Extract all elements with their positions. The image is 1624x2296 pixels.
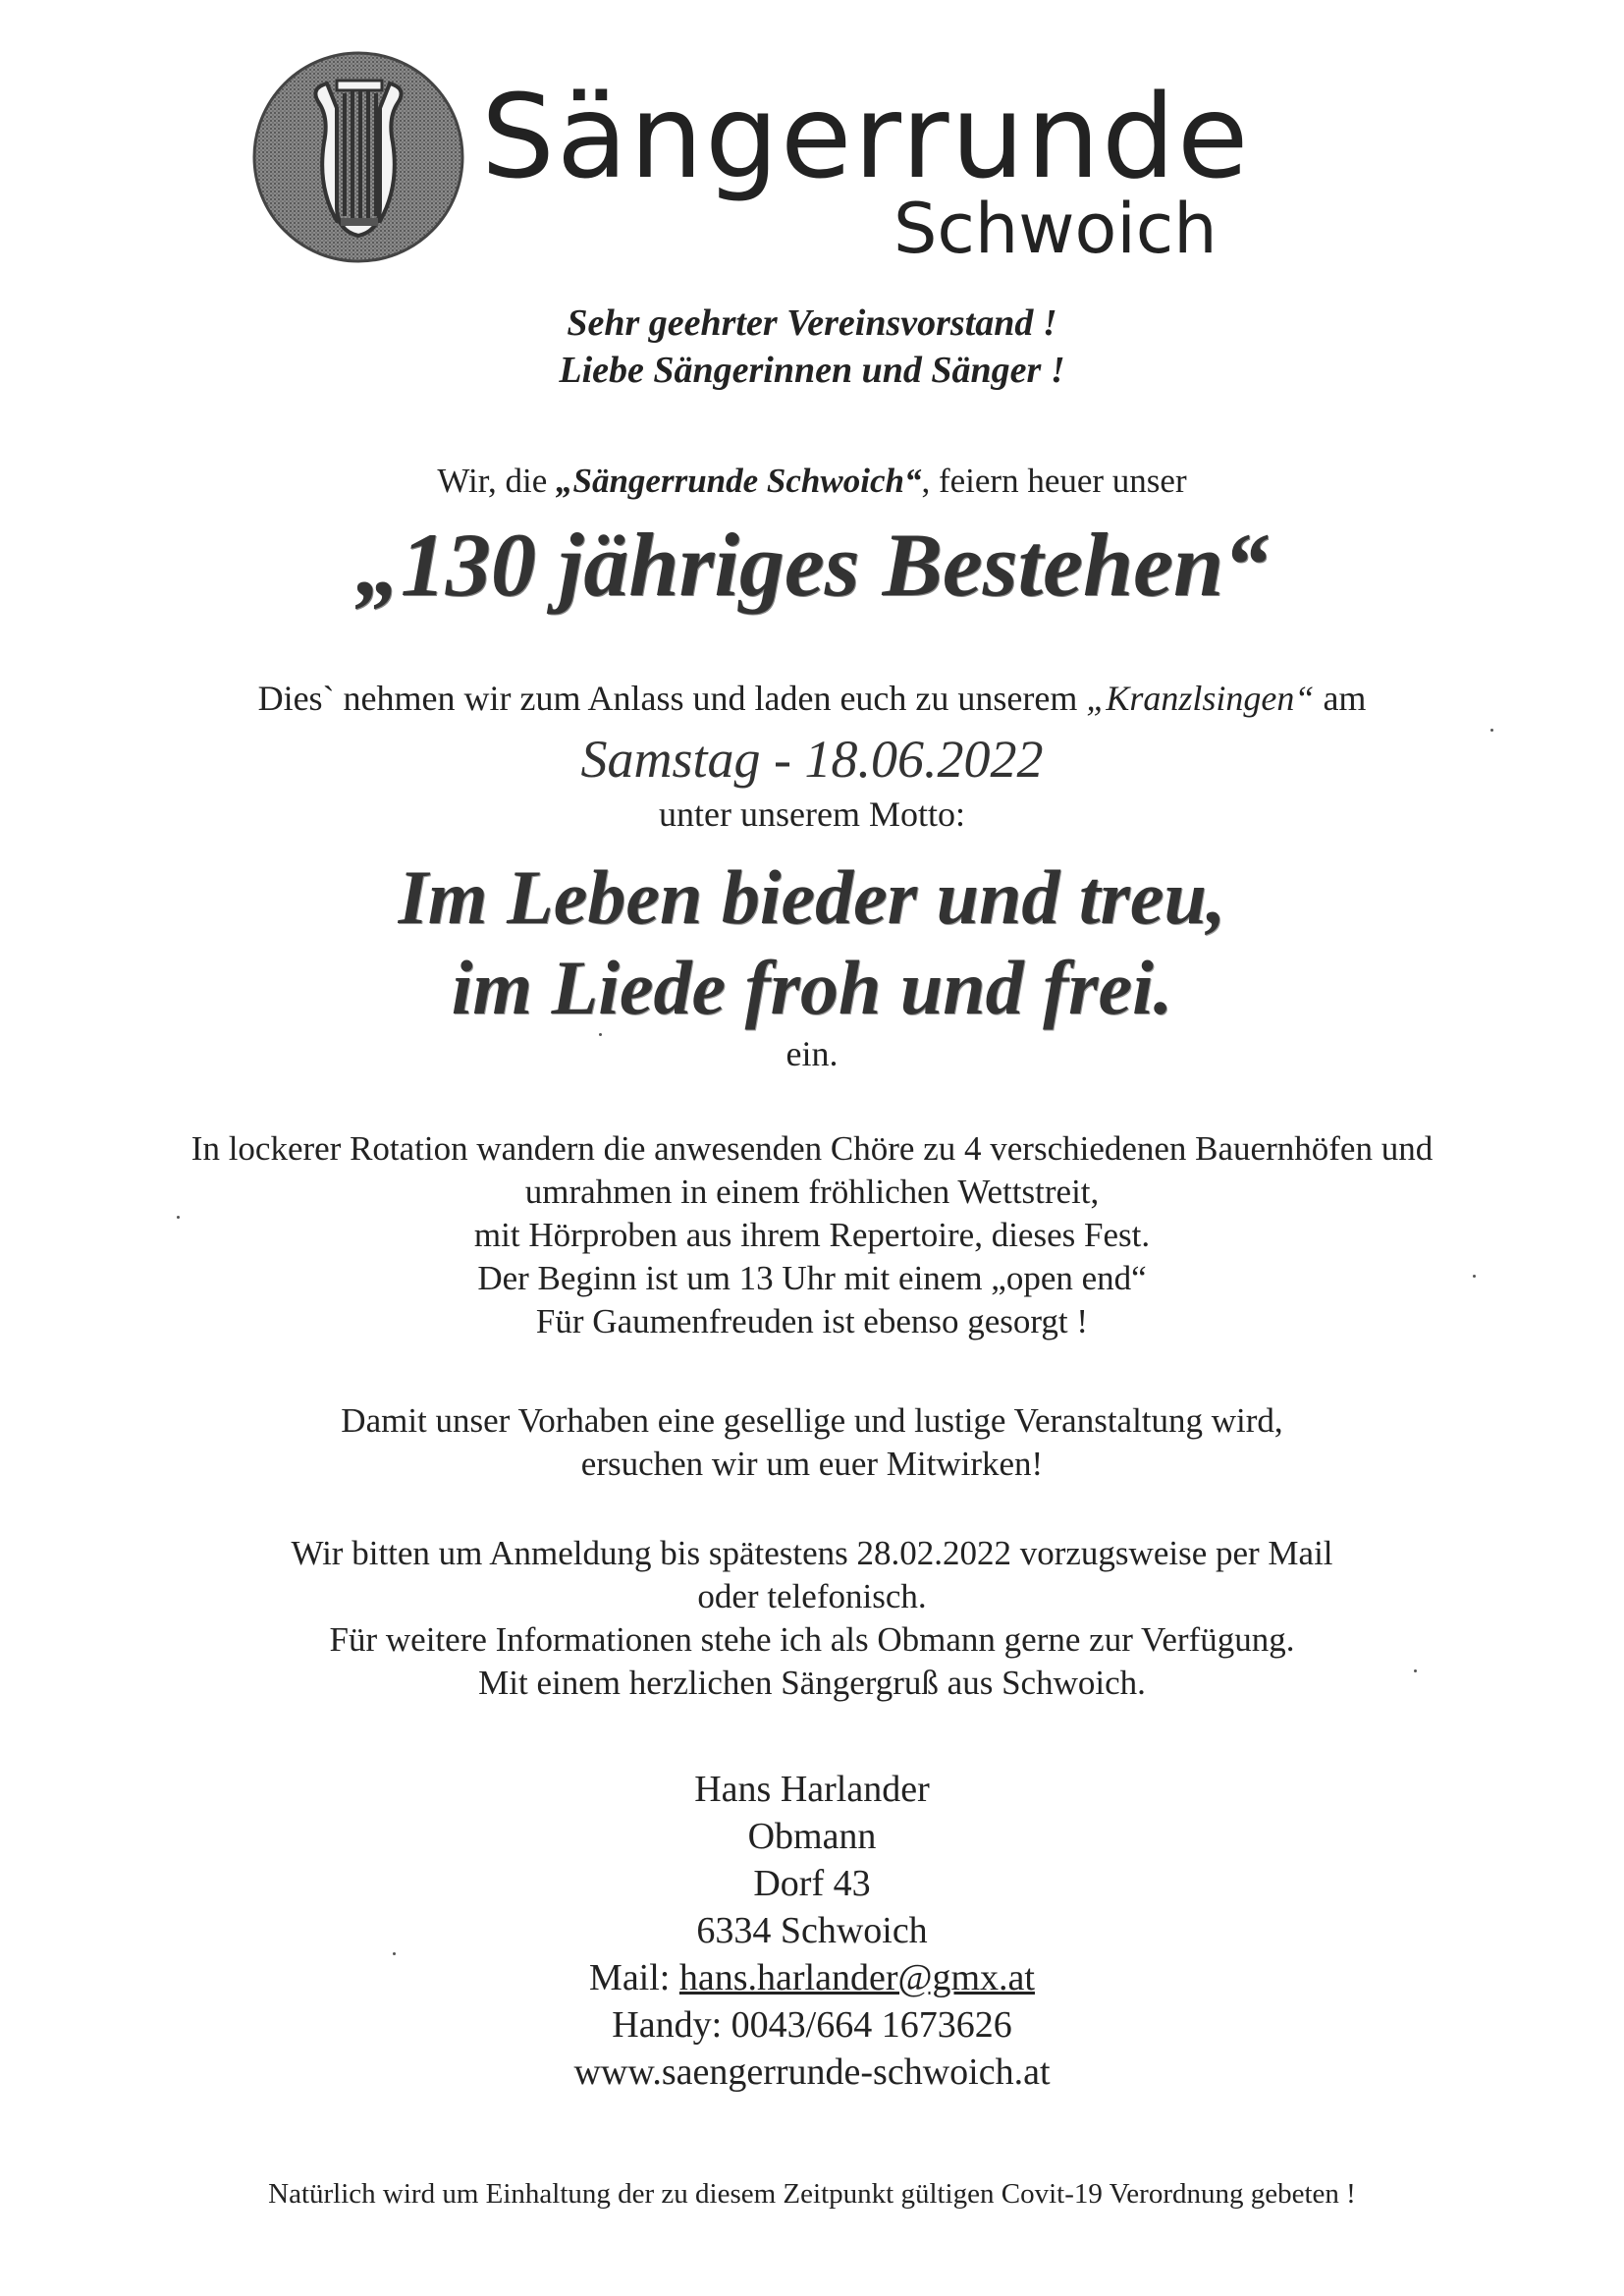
scan-speck <box>1490 729 1493 732</box>
greeting-line-2: Liebe Sängerinnen und Sänger ! <box>559 350 1065 391</box>
motto <box>0 852 1624 1033</box>
paragraph-line: Mit einem herzlichen Sängergruß aus Schwoich. <box>478 1664 1146 1702</box>
club-logo-header <box>250 49 1330 285</box>
club-title: Sängerrunde <box>481 69 1251 204</box>
motto-line-2: im Liede froh und frei. <box>451 945 1173 1030</box>
paragraph-rotation <box>0 1127 1624 1343</box>
anniversary-headline: „130 jähriges Bestehen“ <box>354 515 1270 615</box>
greeting <box>0 300 1624 394</box>
paragraph-line: oder telefonisch. <box>697 1577 927 1615</box>
intro-line <box>0 462 1624 501</box>
invitation-end: ein. <box>785 1034 839 1073</box>
scan-speck <box>599 1033 602 1036</box>
contact-block <box>0 1766 1624 2096</box>
contact-mail-row <box>0 1954 1624 2001</box>
intro-prefix: Wir, die <box>437 462 556 500</box>
motto-intro: unter unserem Motto: <box>659 794 965 834</box>
paragraph-line: umrahmen in einem fröhlichen Wettstreit, <box>524 1173 1100 1211</box>
invitation-prefix: Dies` nehmen wir zum Anlass und laden euch zu unserem <box>257 679 1087 718</box>
contact-street: Dorf 43 <box>753 1863 871 1904</box>
invitation-line <box>0 678 1624 719</box>
club-subtitle: Schwoich <box>893 189 1218 269</box>
scan-speck <box>1473 1275 1476 1278</box>
paragraph-line: ersuchen wir um euer Mitwirken! <box>580 1445 1044 1483</box>
paragraph-participation <box>0 1399 1624 1486</box>
scan-speck <box>393 1952 396 1955</box>
event-date: Samstag - 18.06.2022 <box>580 730 1044 789</box>
motto-line-1: Im Leben bieder und treu, <box>398 854 1226 940</box>
scan-speck <box>1414 1669 1417 1672</box>
paragraph-line: Damit unser Vorhaben eine gesellige und lustige Veranstaltung wird, <box>341 1401 1283 1440</box>
paragraph-line: Für Gaumenfreuden ist ebenso gesorgt ! <box>535 1302 1089 1340</box>
contact-city: 6334 Schwoich <box>696 1910 928 1951</box>
invitation-suffix: am <box>1314 679 1367 718</box>
contact-website[interactable]: www.saengerrunde-schwoich.at <box>573 2051 1051 2093</box>
contact-mail-label: Mail: <box>589 1957 679 1998</box>
contact-role: Obmann <box>747 1816 877 1857</box>
invitation-event: „Kranzlsingen“ <box>1086 679 1315 718</box>
footer-note: Natürlich wird um Einhaltung der zu diesem Zeitpunkt gültigen Covit-19 Verordnung gebeten ! <box>268 2178 1356 2210</box>
intro-suffix: , feiern heuer unser <box>921 462 1187 500</box>
greeting-line-1: Sehr geehrter Vereinsvorstand ! <box>567 302 1057 344</box>
paragraph-line: Für weitere Informationen stehe ich als Obmann gerne zur Verfügung. <box>329 1620 1295 1659</box>
paragraph-registration <box>0 1532 1624 1705</box>
contact-name: Hans Harlander <box>694 1769 930 1810</box>
intro-club-name: „Sängerrunde Schwoich“ <box>556 462 922 500</box>
paragraph-line: mit Hörproben aus ihrem Repertoire, dieses Fest. <box>473 1216 1151 1254</box>
contact-mail-link[interactable]: hans.harlander@gmx.at <box>678 1957 1035 1998</box>
lyre-logo-icon <box>250 49 466 265</box>
paragraph-line: Wir bitten um Anmeldung bis spätestens 28.02.2022 vorzugsweise per Mail <box>291 1534 1333 1572</box>
paragraph-line: In lockerer Rotation wandern die anwesenden Chöre zu 4 verschiedenen Bauernhöfen und <box>190 1129 1434 1168</box>
scan-speck <box>177 1216 180 1219</box>
paragraph-line: Der Beginn ist um 13 Uhr mit einem „open end“ <box>477 1259 1147 1297</box>
contact-phone: Handy: 0043/664 1673626 <box>612 2004 1012 2046</box>
